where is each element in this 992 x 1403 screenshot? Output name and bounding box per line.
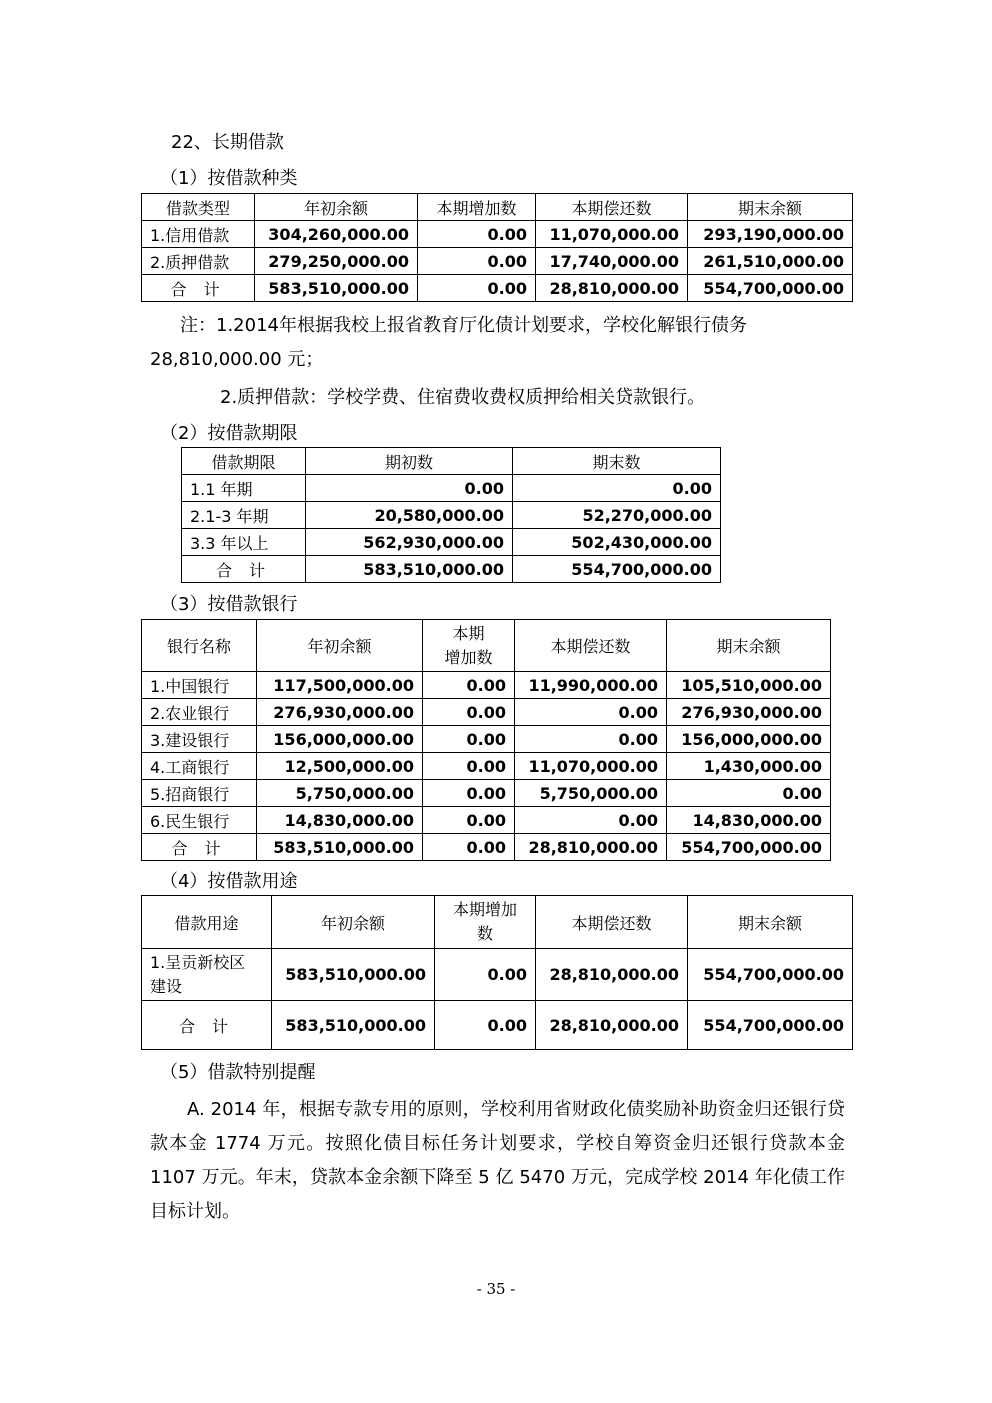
cell: 554,700,000.00 — [688, 949, 853, 1001]
table-by-term — [181, 447, 721, 583]
col-header: 期末余额 — [688, 896, 853, 949]
col-header: 本期 增加数 — [423, 620, 515, 672]
cell: 0.00 — [418, 248, 536, 275]
cell: 28,810,000.00 — [515, 834, 667, 861]
row-label: 3.建设银行 — [142, 726, 257, 753]
total-label: 合 计 — [142, 1001, 272, 1050]
cell: 304,260,000.00 — [255, 221, 418, 248]
cell: 14,830,000.00 — [257, 807, 423, 834]
cell: 0.00 — [513, 475, 721, 502]
table-row — [182, 475, 721, 502]
page-number: - 35 - — [476, 1280, 516, 1298]
table-row — [142, 248, 853, 275]
cell: 583,510,000.00 — [306, 556, 513, 583]
total-row — [142, 1001, 853, 1050]
cell: 562,930,000.00 — [306, 529, 513, 556]
cell: 0.00 — [515, 726, 667, 753]
col-header: 年初余额 — [255, 194, 418, 221]
cell: 0.00 — [418, 221, 536, 248]
row-label: 6.民生银行 — [142, 807, 257, 834]
table-by-purpose — [141, 895, 853, 1050]
total-label: 合 计 — [182, 556, 306, 583]
row-label: 3.3 年以上 — [182, 529, 306, 556]
col-header: 期初数 — [306, 448, 513, 475]
col-header: 本期偿还数 — [536, 194, 688, 221]
cell: 279,250,000.00 — [255, 248, 418, 275]
cell: 156,000,000.00 — [257, 726, 423, 753]
cell: 583,510,000.00 — [272, 1001, 435, 1050]
note-1-line1: 注：1.2014年根据我校上报省教育厅化债计划要求，学校化解银行债务 — [180, 315, 747, 336]
cell: 583,510,000.00 — [255, 275, 418, 302]
part2-heading: （2）按借款期限 — [160, 423, 298, 444]
total-row — [142, 275, 853, 302]
cell: 5,750,000.00 — [257, 780, 423, 807]
col-header: 期末余额 — [667, 620, 831, 672]
cell: 0.00 — [423, 699, 515, 726]
table-by-bank — [141, 619, 831, 861]
cell: 11,990,000.00 — [515, 672, 667, 699]
cell: 0.00 — [423, 780, 515, 807]
cell: 0.00 — [423, 726, 515, 753]
col-header: 年初余额 — [257, 620, 423, 672]
cell: 261,510,000.00 — [688, 248, 853, 275]
cell: 0.00 — [515, 807, 667, 834]
cell: 0.00 — [423, 753, 515, 780]
row-label: 1.中国银行 — [142, 672, 257, 699]
table-header-row — [142, 896, 853, 949]
cell: 0.00 — [423, 672, 515, 699]
cell: 554,700,000.00 — [667, 834, 831, 861]
col-header: 借款用途 — [142, 896, 272, 949]
total-label: 合 计 — [142, 834, 257, 861]
table-row — [182, 529, 721, 556]
row-label: 1.呈贡新校区 建设 — [142, 949, 272, 1001]
cell: 276,930,000.00 — [257, 699, 423, 726]
cell: 276,930,000.00 — [667, 699, 831, 726]
section-title: 22、长期借款 — [171, 132, 284, 153]
table-row — [142, 807, 831, 834]
col-header: 本期偿还数 — [536, 896, 688, 949]
table-row — [142, 221, 853, 248]
cell: 12,500,000.00 — [257, 753, 423, 780]
cell: 0.00 — [667, 780, 831, 807]
table-row — [182, 502, 721, 529]
cell: 11,070,000.00 — [515, 753, 667, 780]
row-label: 1.信用借款 — [142, 221, 255, 248]
cell: 0.00 — [515, 699, 667, 726]
cell: 583,510,000.00 — [272, 949, 435, 1001]
col-header: 本期增加数 — [418, 194, 536, 221]
total-row — [182, 556, 721, 583]
note-1-line2: 28,810,000.00 元； — [150, 349, 324, 370]
part1-heading: （1）按借款种类 — [160, 168, 298, 189]
table-row — [142, 780, 831, 807]
table-row — [142, 699, 831, 726]
col-header: 期末余额 — [688, 194, 853, 221]
cell: 502,430,000.00 — [513, 529, 721, 556]
table-row — [142, 726, 831, 753]
table-header-row — [142, 194, 853, 221]
cell: 52,270,000.00 — [513, 502, 721, 529]
cell: 28,810,000.00 — [536, 1001, 688, 1050]
table-header-row — [182, 448, 721, 475]
cell: 156,000,000.00 — [667, 726, 831, 753]
cell: 554,700,000.00 — [513, 556, 721, 583]
cell: 554,700,000.00 — [688, 275, 853, 302]
part5-heading: （5）借款特别提醒 — [160, 1062, 316, 1083]
cell: 0.00 — [423, 834, 515, 861]
col-header: 借款期限 — [182, 448, 306, 475]
cell: 0.00 — [435, 1001, 536, 1050]
cell: 1,430,000.00 — [667, 753, 831, 780]
cell: 17,740,000.00 — [536, 248, 688, 275]
col-header: 借款类型 — [142, 194, 255, 221]
col-header: 银行名称 — [142, 620, 257, 672]
note-2: 2.质押借款：学校学费、住宿费收费权质押给相关贷款银行。 — [220, 387, 706, 408]
col-header: 本期增加 数 — [435, 896, 536, 949]
row-label: 5.招商银行 — [142, 780, 257, 807]
row-label: 2.1-3 年期 — [182, 502, 306, 529]
table-row — [142, 753, 831, 780]
table-header-row — [142, 620, 831, 672]
cell: 117,500,000.00 — [257, 672, 423, 699]
cell: 28,810,000.00 — [536, 275, 688, 302]
cell: 554,700,000.00 — [688, 1001, 853, 1050]
cell: 14,830,000.00 — [667, 807, 831, 834]
row-label: 1.1 年期 — [182, 475, 306, 502]
cell: 293,190,000.00 — [688, 221, 853, 248]
cell: 0.00 — [306, 475, 513, 502]
row-label: 2.农业银行 — [142, 699, 257, 726]
cell: 0.00 — [435, 949, 536, 1001]
total-label: 合 计 — [142, 275, 255, 302]
cell: 5,750,000.00 — [515, 780, 667, 807]
table-by-type — [141, 193, 853, 302]
table-row — [142, 672, 831, 699]
part3-heading: （3）按借款银行 — [160, 594, 298, 615]
cell: 28,810,000.00 — [536, 949, 688, 1001]
cell: 0.00 — [418, 275, 536, 302]
cell: 0.00 — [423, 807, 515, 834]
col-header: 年初余额 — [272, 896, 435, 949]
table-row — [142, 949, 853, 1001]
row-label: 2.质押借款 — [142, 248, 255, 275]
total-row — [142, 834, 831, 861]
part4-heading: （4）按借款用途 — [160, 871, 298, 892]
col-header: 本期偿还数 — [515, 620, 667, 672]
row-label: 4.工商银行 — [142, 753, 257, 780]
cell: 20,580,000.00 — [306, 502, 513, 529]
cell: 105,510,000.00 — [667, 672, 831, 699]
cell: 583,510,000.00 — [257, 834, 423, 861]
reminder-paragraph: A. 2014 年，根据专款专用的原则，学校利用省财政化债奖励补助资金归还银行贷款本金 1774 万元。按照化债目标任务计划要求，学校自筹资金归还银行贷款本金 1107 万元。年末，贷款本金余额下降至 5 亿 5470 万元，完成学校 2014 年化债工作目标计划。 — [150, 1099, 845, 1222]
cell: 11,070,000.00 — [536, 221, 688, 248]
col-header: 期末数 — [513, 448, 721, 475]
